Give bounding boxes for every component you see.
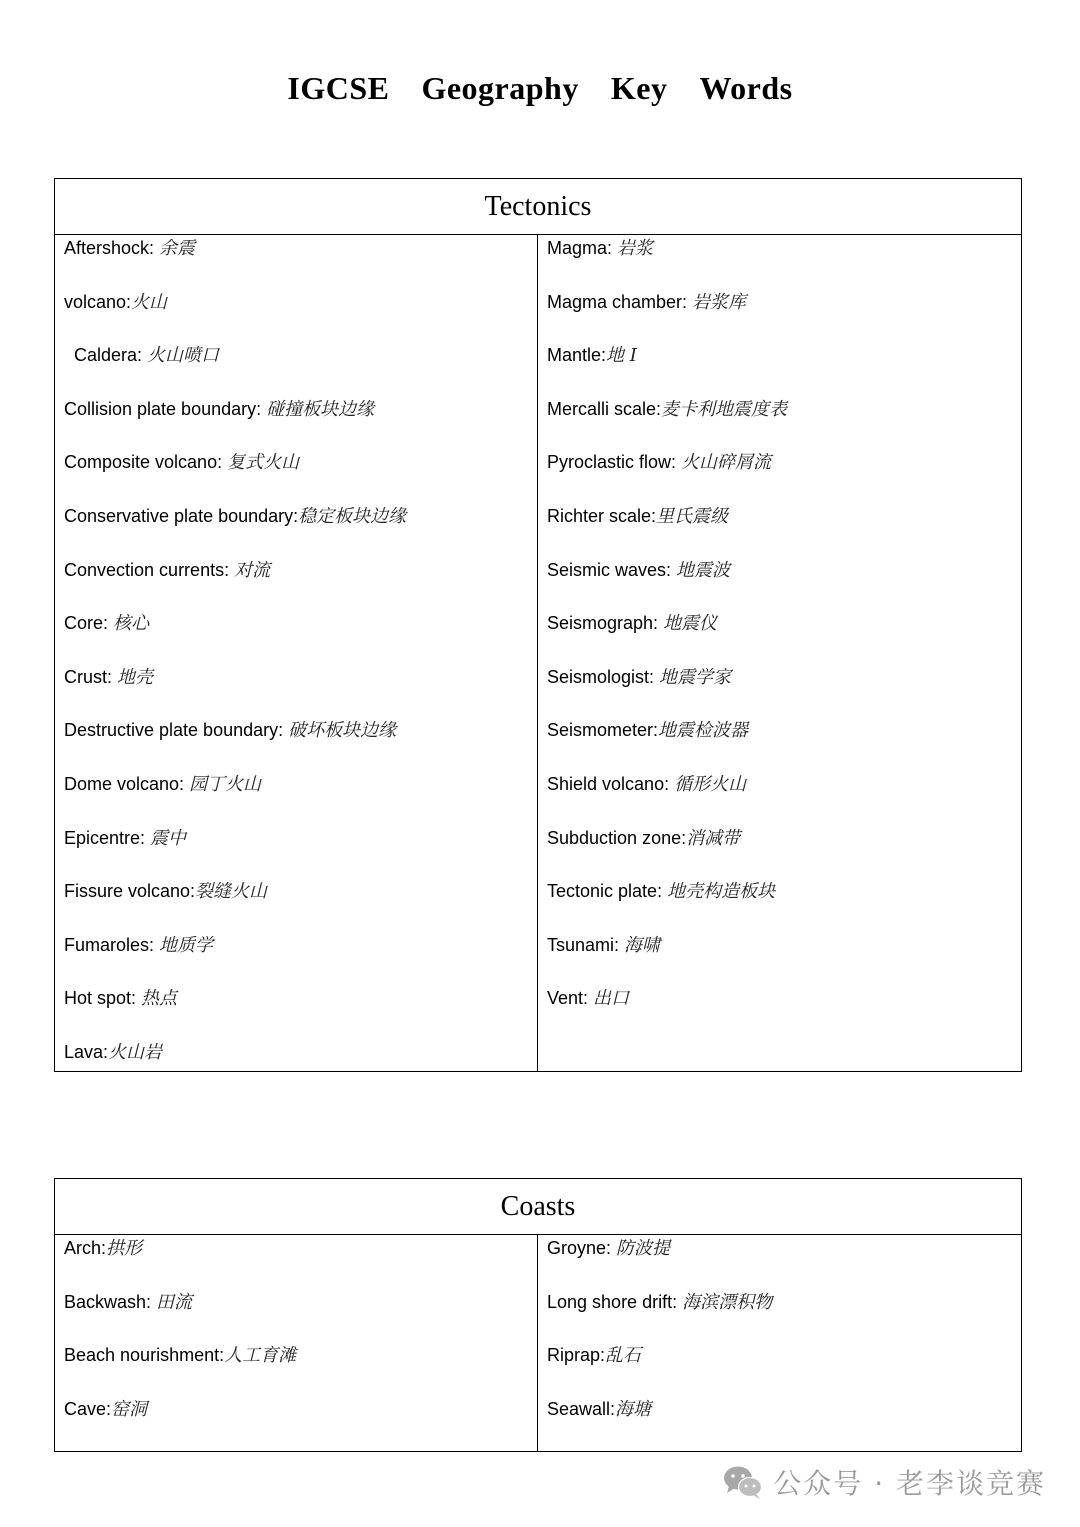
term-chinese: 人工育滩 bbox=[224, 1345, 297, 1367]
term-english: Dome volcano: bbox=[64, 773, 190, 794]
term-english: Caldera: bbox=[64, 345, 148, 366]
term-english: Aftershock: bbox=[64, 238, 160, 258]
term-chinese: 地 I bbox=[606, 345, 637, 367]
term-chinese: 地壳 bbox=[117, 666, 154, 688]
term-english: Seismometer: bbox=[547, 720, 659, 741]
term-entry bbox=[547, 1396, 1021, 1450]
term-entry bbox=[547, 289, 1021, 343]
term-entry bbox=[547, 825, 1021, 879]
term-chinese: 麦卡利地震度表 bbox=[661, 398, 788, 420]
term-entry bbox=[64, 342, 537, 396]
term-english: Subduction zone: bbox=[547, 827, 687, 848]
term-entry bbox=[547, 878, 1021, 932]
term-chinese: 对流 bbox=[234, 559, 271, 581]
section-heading: Coasts bbox=[55, 1179, 1021, 1235]
term-chinese: 火山碎屑流 bbox=[681, 452, 772, 474]
term-chinese: 地震仪 bbox=[663, 613, 718, 635]
term-chinese: 窑洞 bbox=[111, 1398, 148, 1420]
term-chinese: 地震波 bbox=[676, 559, 731, 581]
term-entry bbox=[64, 449, 537, 503]
term-entry bbox=[547, 557, 1021, 611]
term-entry bbox=[547, 1289, 1021, 1343]
term-chinese: 震中 bbox=[150, 827, 187, 849]
term-chinese: 消减带 bbox=[686, 827, 741, 849]
term-english: Seawall: bbox=[547, 1398, 616, 1419]
term-english: Fumaroles: bbox=[64, 934, 160, 955]
term-chinese: 稳定板块边缘 bbox=[298, 505, 407, 527]
tectonics-table bbox=[54, 178, 1022, 1072]
watermark-text: 公众号 · 老李谈竞赛 bbox=[773, 1467, 1046, 1500]
term-chinese: 地质学 bbox=[159, 934, 214, 956]
term-english: Destructive plate boundary: bbox=[64, 720, 289, 741]
term-chinese: 乱石 bbox=[605, 1345, 642, 1367]
term-chinese: 地壳构造板块 bbox=[667, 881, 776, 903]
term-english: volcano: bbox=[64, 291, 132, 312]
term-entry bbox=[64, 396, 537, 450]
term-entry bbox=[64, 1396, 537, 1450]
term-chinese: 拱形 bbox=[106, 1238, 143, 1259]
term-entry bbox=[547, 717, 1021, 771]
term-chinese: 碰撞板块边缘 bbox=[266, 398, 375, 420]
term-chinese: 出口 bbox=[593, 988, 630, 1010]
term-entry bbox=[547, 771, 1021, 825]
title-word: Key bbox=[610, 70, 668, 106]
term-entry bbox=[64, 717, 537, 771]
term-entry bbox=[64, 235, 537, 289]
term-english: Groyne: bbox=[547, 1238, 617, 1258]
term-entry bbox=[64, 1289, 537, 1343]
term-chinese: 火山 bbox=[131, 291, 168, 313]
term-entry bbox=[547, 449, 1021, 503]
term-entry bbox=[547, 1342, 1021, 1396]
term-entry bbox=[64, 557, 537, 611]
term-chinese: 防波提 bbox=[616, 1238, 671, 1259]
right-column bbox=[538, 235, 1021, 1071]
term-chinese: 破坏板块边缘 bbox=[288, 720, 397, 742]
term-chinese: 里氏震级 bbox=[656, 505, 729, 527]
title-word: IGCSE bbox=[287, 70, 390, 106]
term-english: Lava: bbox=[64, 1041, 109, 1062]
term-english: Seismic waves: bbox=[547, 559, 677, 580]
term-english: Vent: bbox=[547, 988, 594, 1009]
term-entry bbox=[547, 664, 1021, 718]
term-entry bbox=[547, 1235, 1021, 1289]
term-english: Hot spot: bbox=[64, 988, 142, 1009]
term-entry bbox=[64, 878, 537, 932]
term-english: Conservative plate boundary: bbox=[64, 505, 299, 526]
term-english: Richter scale: bbox=[547, 505, 657, 526]
term-english: Tectonic plate: bbox=[547, 881, 668, 902]
term-chinese: 地震检波器 bbox=[658, 720, 749, 742]
term-entry bbox=[64, 503, 537, 557]
term-entry bbox=[64, 932, 537, 986]
title-word: Words bbox=[699, 70, 793, 106]
term-entry bbox=[547, 932, 1021, 986]
term-entry bbox=[547, 235, 1021, 289]
term-chinese: 园丁火山 bbox=[189, 773, 262, 795]
term-entry bbox=[547, 342, 1021, 396]
term-chinese: 地震学家 bbox=[659, 666, 732, 688]
wechat-icon bbox=[723, 1464, 763, 1500]
term-english: Convection currents: bbox=[64, 559, 235, 580]
section-heading: Tectonics bbox=[55, 179, 1021, 235]
term-english: Core: bbox=[64, 613, 114, 634]
term-chinese: 热点 bbox=[141, 988, 178, 1010]
right-column bbox=[538, 1235, 1021, 1451]
page-title bbox=[0, 70, 1080, 107]
term-english: Mantle: bbox=[547, 345, 607, 366]
title-word: Geography bbox=[421, 70, 579, 106]
left-column bbox=[55, 235, 538, 1071]
term-english: Seismograph: bbox=[547, 613, 664, 634]
term-entry bbox=[547, 985, 1021, 1039]
term-english: Beach nourishment: bbox=[64, 1345, 225, 1366]
term-entry bbox=[64, 825, 537, 879]
term-english: Epicentre: bbox=[64, 827, 151, 848]
term-english: Shield volcano: bbox=[547, 773, 675, 794]
term-english: Magma: bbox=[547, 238, 618, 258]
coasts-table bbox=[54, 1178, 1022, 1452]
term-entry bbox=[64, 985, 537, 1039]
watermark bbox=[723, 1462, 1046, 1502]
term-chinese: 田流 bbox=[156, 1291, 193, 1313]
term-entry bbox=[64, 289, 537, 343]
term-chinese: 裂缝火山 bbox=[195, 881, 268, 903]
term-english: Mercalli scale: bbox=[547, 398, 662, 419]
term-english: Crust: bbox=[64, 666, 118, 687]
term-entry bbox=[64, 610, 537, 664]
term-chinese: 海啸 bbox=[624, 934, 661, 956]
term-english: Collision plate boundary: bbox=[64, 398, 267, 419]
term-entry bbox=[64, 771, 537, 825]
left-column bbox=[55, 1235, 538, 1451]
term-english: Seismologist: bbox=[547, 666, 660, 687]
term-entry bbox=[547, 503, 1021, 557]
term-entry bbox=[64, 1342, 537, 1396]
term-chinese: 火山岩 bbox=[108, 1041, 163, 1063]
term-entry bbox=[547, 610, 1021, 664]
term-chinese: 复式火山 bbox=[227, 452, 300, 474]
term-english: Tsunami: bbox=[547, 934, 625, 955]
term-chinese: 海塘 bbox=[615, 1398, 652, 1420]
term-chinese: 火山喷口 bbox=[147, 345, 220, 367]
term-english: Cave: bbox=[64, 1398, 112, 1419]
term-english: Riprap: bbox=[547, 1345, 606, 1366]
term-entry bbox=[547, 396, 1021, 450]
term-chinese: 岩浆库 bbox=[692, 291, 747, 313]
term-english: Magma chamber: bbox=[547, 291, 693, 312]
term-chinese: 海滨漂积物 bbox=[682, 1291, 773, 1313]
term-english: Composite volcano: bbox=[64, 452, 228, 473]
term-entry bbox=[64, 1235, 537, 1289]
term-chinese: 循形火山 bbox=[674, 773, 747, 795]
term-english: Fissure volcano: bbox=[64, 881, 196, 902]
term-entry bbox=[64, 664, 537, 718]
term-chinese: 核心 bbox=[113, 613, 150, 635]
term-entry bbox=[64, 1039, 537, 1093]
term-english: Arch: bbox=[64, 1238, 107, 1258]
term-chinese: 岩浆 bbox=[617, 238, 654, 259]
term-english: Pyroclastic flow: bbox=[547, 452, 682, 473]
term-english: Long shore drift: bbox=[547, 1291, 683, 1312]
term-chinese: 余震 bbox=[159, 238, 196, 259]
term-english: Backwash: bbox=[64, 1291, 157, 1312]
